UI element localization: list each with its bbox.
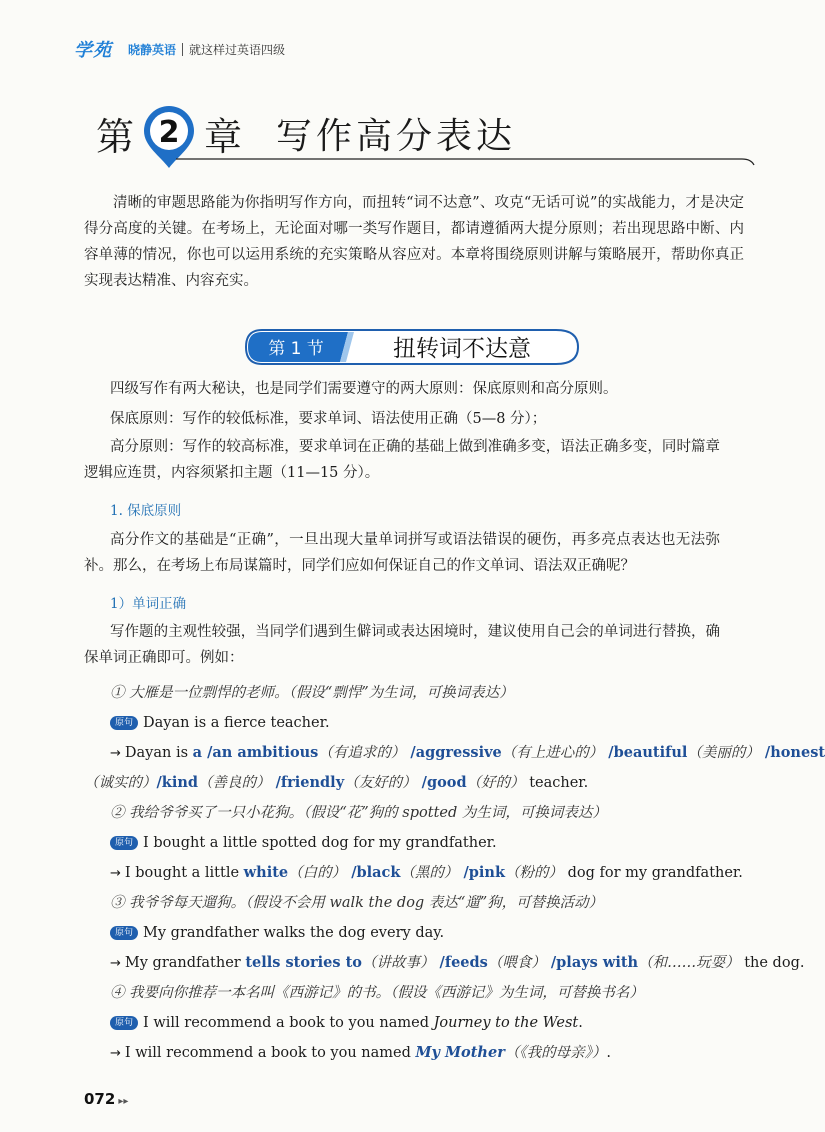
page-marker-icon: ▸▸: [118, 1096, 129, 1107]
original-sentence-tag: 原句: [110, 1016, 138, 1030]
page-number: [84, 1090, 128, 1108]
chapter-number: 2: [158, 115, 180, 150]
example-original: [110, 712, 330, 734]
replacement-word: /pink: [458, 864, 505, 881]
replacement-word: /aggressive: [405, 744, 502, 761]
replacement-word: /kind: [156, 774, 199, 791]
chapter-suffix: 章: [204, 114, 243, 159]
replacement-word: /beautiful: [603, 744, 688, 761]
replacement-word: My Mother: [415, 1044, 505, 1061]
original-sentence: My grandfather walks the dog every day.: [143, 925, 445, 941]
arrow-icon: →: [110, 746, 121, 761]
subheading-level2: 1）单词正确: [110, 596, 187, 612]
rewrite-text: teacher.: [524, 775, 589, 791]
replacement-word: tells stories to: [245, 954, 362, 971]
original-sentence-tag: 原句: [110, 926, 138, 940]
original-sentence: Dayan is a fierce teacher.: [143, 715, 330, 731]
gloss: （和……玩耍）: [638, 955, 740, 971]
arrow-icon: →: [110, 956, 121, 971]
original-sentence: I bought a little spotted dog for my grandfather.: [143, 835, 497, 851]
replacement-word: /feeds: [434, 954, 488, 971]
original-sentence-tag: 原句: [110, 836, 138, 850]
gloss: （诚实的）: [84, 775, 157, 791]
rewrite-text: Dayan is: [124, 745, 193, 761]
example-original: [110, 922, 444, 944]
replacement-word: white: [243, 864, 289, 881]
header-divider: [182, 43, 183, 56]
example-rewrite-continued: [84, 772, 588, 794]
chapter-prefix: 第: [96, 114, 135, 159]
gloss: （粉的）: [505, 865, 563, 881]
section-label: 第 1 节: [268, 339, 324, 359]
brand-name: 晓静英语: [128, 42, 177, 57]
gloss: （有追求的）: [318, 745, 406, 761]
replacement-word: /plays with: [545, 954, 639, 971]
body-paragraph: 四级写作有两大秘诀，也是同学们需要遵守的两大原则：保底原则和高分原则。: [110, 381, 618, 397]
gloss: （黑的）: [400, 865, 459, 881]
example-rewrite: [110, 862, 743, 885]
page-number-value: 072: [84, 1090, 116, 1108]
body-paragraph: 写作题的主观性较强，当同学们遇到生僻词或表达困境时，建议使用自己会的单词进行替换，确保单词正确即可。例如：: [84, 624, 720, 666]
replacement-word: /honest: [759, 744, 825, 761]
chapter-heading: [96, 103, 516, 163]
gloss: （讲故事）: [361, 955, 435, 971]
book-title-original: Journey to the West: [433, 1015, 579, 1031]
gloss: （有上进心的）: [501, 745, 604, 761]
punctuation: .: [578, 1015, 583, 1031]
example-rewrite: [110, 952, 804, 975]
example-original: [110, 832, 497, 854]
gloss: （美丽的）: [687, 745, 760, 761]
section-banner: [244, 327, 584, 367]
replacement-word: /black: [346, 864, 401, 881]
rewrite-text: My grandfather: [124, 955, 246, 971]
body-paragraph: 高分原则：写作的较高标准，要求单词在正确的基础上做到准确多变，语法正确多变，同时篇章逻辑应连贯，内容须紧扣主题（11—15 分）。: [84, 439, 720, 481]
example-prompt: ③ 我爷爷每天遛狗。（假设不会用 walk the dog 表达“遛”狗，可替换活动）: [110, 895, 604, 911]
example-prompt: ② 我给爷爷买了一只小花狗。（假设“花”狗的 spotted 为生词，可换词表达）: [110, 805, 607, 821]
gloss: （白的）: [288, 865, 347, 881]
rewrite-text: I bought a little: [124, 865, 244, 881]
gloss: （《我的母亲》）: [504, 1045, 607, 1061]
chapter-title: 写作高分表达: [276, 115, 517, 157]
original-sentence: I will recommend a book to you named: [143, 1015, 434, 1031]
rewrite-text: the dog.: [739, 955, 805, 971]
example-rewrite: [110, 742, 825, 765]
gloss: （善良的）: [198, 775, 271, 791]
gloss: （友好的）: [344, 775, 417, 791]
original-sentence-tag: 原句: [110, 716, 138, 730]
running-header: [62, 38, 285, 60]
body-paragraph: 保底原则：写作的较低标准，要求单词、语法使用正确（5—8 分）；: [110, 411, 547, 427]
example-rewrite: [110, 1042, 611, 1065]
example-original: [110, 1012, 583, 1034]
body-paragraph: 高分作文的基础是“正确”，一旦出现大量单词拼写或语法错误的硬伤，再多亮点表达也无法弥补。那么，在考场上布局谋篇时，同学们应如何保证自己的作文单词、语法双正确呢？: [84, 532, 720, 574]
rewrite-text: I will recommend a book to you named: [124, 1045, 416, 1061]
punctuation: .: [606, 1045, 611, 1061]
example-prompt: ④ 我要向你推荐一本名叫《西游记》的书。（假设《西游记》为生词，可替换书名）: [110, 985, 644, 1001]
gloss: （喂食）: [487, 955, 546, 971]
replacement-word: /friendly: [270, 774, 345, 791]
replacement-word: /good: [416, 774, 467, 791]
chapter-underline: [176, 155, 756, 167]
gloss: （好的）: [466, 775, 525, 791]
section-title: 扭转词不达意: [393, 336, 531, 362]
example-prompt: ① 大雁是一位剽悍的老师。（假设“剽悍”为生词，可换词表达）: [110, 685, 514, 701]
book-title: 就这样过英语四级: [189, 42, 286, 57]
replacement-word: a /an ambitious: [192, 744, 319, 761]
publisher-logo: 学苑: [74, 40, 112, 61]
rewrite-text: dog for my grandfather.: [563, 865, 743, 881]
arrow-icon: →: [110, 1046, 121, 1061]
chapter-intro: 清晰的审题思路能为你指明写作方向，而扭转“词不达意”、攻克“无话可说”的实战能力，才是决定得分高度的关键。在考场上，无论面对哪一类写作题目，都请遵循两大提分原则；若出现思路中断、内容单薄的情况，你也可以运用系统的充实策略从容应对。本章将围绕原则讲解与策略展开，帮助你真正实现表达精准、内容充实。: [84, 195, 744, 289]
arrow-icon: →: [110, 866, 121, 881]
subheading-level1: 1. 保底原则: [110, 503, 182, 519]
